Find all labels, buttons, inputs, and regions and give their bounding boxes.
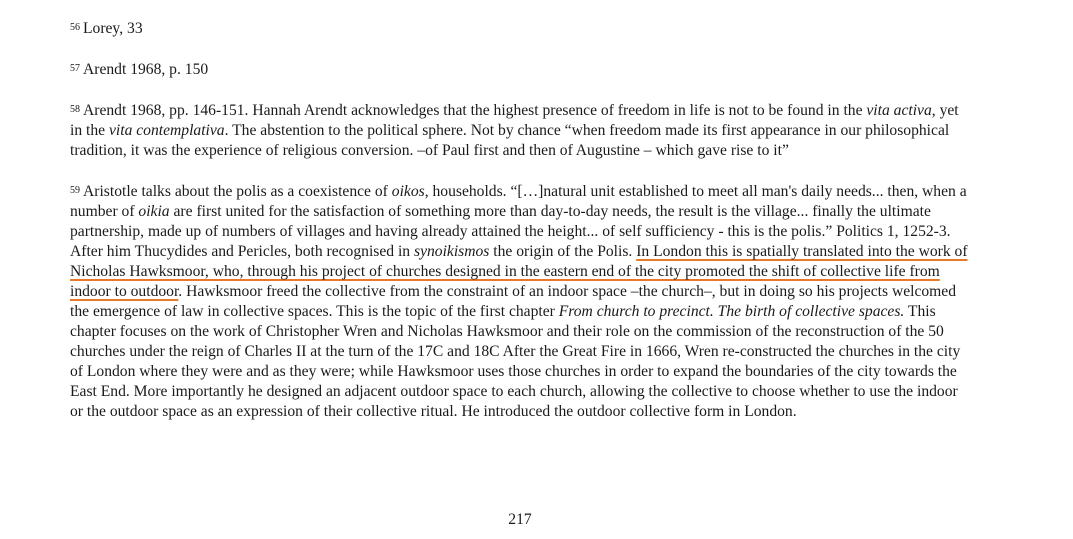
footnote-italic-term: vita activa [866,102,932,119]
footnote-56 [70,18,970,39]
footnote-text: Arendt 1968, pp. 146-151. Hannah Arendt acknowledges that the highest presence of freedom in life is not to be found in the [83,102,867,119]
footnote-text: Aristotle talks about the polis as a coexistence of [83,183,392,200]
footnote-text: are first united for the satisfaction of something more than day-to-day needs, the result is the village... finally the ultimate partnership, made up of numbers of villages and having already attained the height... of self sufficiency - this is the polis.” Politics 1, 1252-3. After him Thucydides and Pericles, both recognised in [70,203,951,260]
footnote-text: . Hawksmoor freed the collective from the constraint of an indoor space –the church–, but in doing so his projects welcomed the emergence of law in collective spaces. This is the topic of the first chapter [70,283,957,320]
footnote-text: This chapter focuses on the work of Christopher Wren and Nicholas Hawksmoor and their role on the commission of the reconstruction of the 50 churches under the reign of Charles II at the turn of the 17C and 18C After the Great Fire in 1666, Wren re-constructed the churches in the city of London where they were and as they were; while Hawksmoor uses those churches in order to expand the boundaries of the city towards the East End. More importantly he designed an adjacent outdoor space to each church, allowing the collective to choose whether to use the indoor or the outdoor space as an expression of their collective ritual. He introduced the outdoor collective form in London. [70,303,961,420]
footnote-57 [70,59,970,80]
footnote-text: . The abstention to the political sphere. Not by chance “when freedom made its first appearance in our philosophical tradition, it was the experience of religious conversion. –of Paul first and then of Augustine – which gave rise to it” [70,122,950,159]
footnote-number: 56 [70,22,80,33]
footnote-number: 58 [70,104,80,115]
footnote-number: 57 [70,63,80,74]
footnote-58 [70,100,970,161]
chapter-title: From church to precinct. The birth of collective spaces. [558,303,905,320]
footnote-text: Lorey, 33 [83,20,143,37]
footnote-italic-term: vita contemplativa [108,122,225,139]
footnote-italic-term: oikos [391,183,425,200]
footnotes-section [70,18,970,422]
footnote-italic-term: synoikismos [414,243,490,260]
highlighted-passage: In London this is spatially translated into the work of Nicholas Hawksmoor, who, through his project of churches designed in the eastern end of the city promoted the shift of collective life from indoor to outdoor [70,243,968,300]
footnote-59 [70,181,970,422]
footnote-italic-term: oikia [138,203,170,220]
footnote-text: Arendt 1968, p. 150 [83,61,209,78]
footnote-text: , households. “[…]natural unit established to meet all man's daily needs... then, when a number of [70,183,967,220]
page-number: 217 [508,511,532,528]
footnote-text: the origin of the Polis. [489,243,637,260]
footnote-text: , yet in the [70,102,959,139]
footnote-number: 59 [70,185,80,196]
